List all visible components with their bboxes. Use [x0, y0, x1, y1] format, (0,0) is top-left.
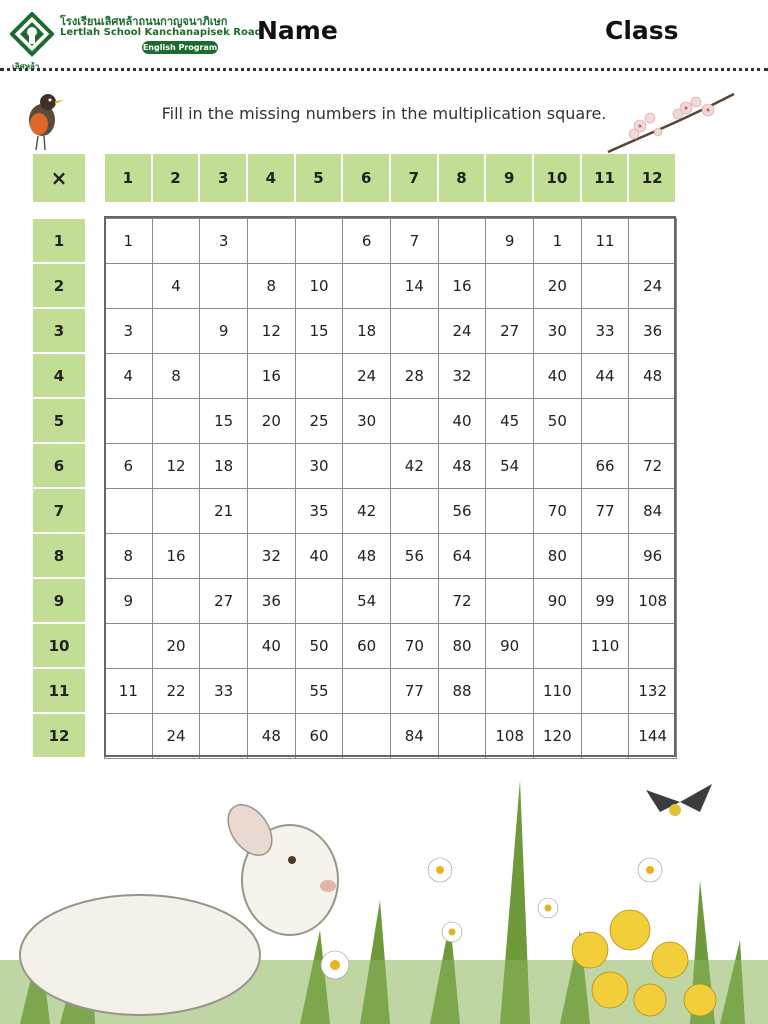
instruction-text: Fill in the missing numbers in the multiplication square. [161, 104, 607, 123]
blank-cell[interactable] [247, 488, 296, 534]
column-header: 2 [153, 154, 199, 202]
header-divider [0, 68, 768, 71]
filled-cell[interactable]: 80 [438, 623, 487, 669]
filled-cell[interactable]: 77 [581, 488, 630, 534]
blank-cell[interactable] [152, 398, 201, 444]
blank-cell[interactable] [342, 713, 391, 759]
filled-cell[interactable]: 50 [295, 623, 344, 669]
blank-cell[interactable] [152, 308, 201, 354]
filled-cell[interactable]: 55 [295, 668, 344, 714]
row-header: 5 [33, 399, 85, 442]
filled-cell[interactable]: 20 [152, 623, 201, 669]
logo-caption: เลิศหล้า [12, 62, 40, 71]
filled-cell[interactable]: 108 [485, 713, 534, 759]
blank-cell[interactable] [438, 218, 487, 264]
blank-cell[interactable] [438, 713, 487, 759]
blank-cell[interactable] [628, 218, 677, 264]
filled-cell[interactable]: 22 [152, 668, 201, 714]
filled-cell[interactable]: 4 [152, 263, 201, 309]
blank-cell[interactable] [533, 623, 582, 669]
blank-cell[interactable] [485, 533, 534, 579]
column-header: 7 [391, 154, 437, 202]
filled-cell[interactable]: 24 [342, 353, 391, 399]
filled-cell[interactable]: 27 [485, 308, 534, 354]
filled-cell[interactable]: 15 [295, 308, 344, 354]
blank-cell[interactable] [104, 398, 153, 444]
column-header: 6 [343, 154, 389, 202]
blank-cell[interactable] [390, 578, 439, 624]
filled-cell[interactable]: 84 [390, 713, 439, 759]
row-header: 2 [33, 264, 85, 307]
filled-cell[interactable]: 60 [295, 713, 344, 759]
filled-cell[interactable]: 24 [152, 713, 201, 759]
filled-cell[interactable]: 6 [104, 443, 153, 489]
blank-cell[interactable] [247, 668, 296, 714]
column-header: 8 [439, 154, 485, 202]
filled-cell[interactable]: 45 [485, 398, 534, 444]
blank-cell[interactable] [104, 623, 153, 669]
blank-cell[interactable] [199, 353, 248, 399]
filled-cell[interactable]: 18 [199, 443, 248, 489]
filled-cell[interactable]: 144 [628, 713, 677, 759]
filled-cell[interactable]: 48 [342, 533, 391, 579]
filled-cell[interactable]: 24 [628, 263, 677, 309]
filled-cell[interactable]: 54 [342, 578, 391, 624]
blank-cell[interactable] [581, 668, 630, 714]
filled-cell[interactable]: 9 [485, 218, 534, 264]
filled-cell[interactable]: 20 [247, 398, 296, 444]
blank-cell[interactable] [390, 398, 439, 444]
row-header: 10 [33, 624, 85, 667]
school-logo [10, 12, 54, 60]
filled-cell[interactable]: 28 [390, 353, 439, 399]
blank-cell[interactable] [342, 263, 391, 309]
blank-cell[interactable] [295, 353, 344, 399]
filled-cell[interactable]: 3 [104, 308, 153, 354]
blank-cell[interactable] [485, 578, 534, 624]
column-header: 10 [534, 154, 580, 202]
filled-cell[interactable]: 9 [199, 308, 248, 354]
filled-cell[interactable]: 120 [533, 713, 582, 759]
filled-cell[interactable]: 21 [199, 488, 248, 534]
filled-cell[interactable]: 44 [581, 353, 630, 399]
blank-cell[interactable] [485, 668, 534, 714]
row-header: 7 [33, 489, 85, 532]
row-header: 1 [33, 219, 85, 262]
column-header: 4 [248, 154, 294, 202]
blank-cell[interactable] [247, 443, 296, 489]
filled-cell[interactable]: 90 [533, 578, 582, 624]
filled-cell[interactable]: 25 [295, 398, 344, 444]
program-badge: English Program [142, 43, 218, 52]
blank-cell[interactable] [342, 668, 391, 714]
filled-cell[interactable]: 7 [390, 218, 439, 264]
filled-cell[interactable]: 8 [152, 353, 201, 399]
filled-cell[interactable]: 42 [342, 488, 391, 534]
filled-cell[interactable]: 16 [247, 353, 296, 399]
filled-cell[interactable]: 48 [628, 353, 677, 399]
filled-cell[interactable]: 11 [104, 668, 153, 714]
blank-cell[interactable] [104, 488, 153, 534]
filled-cell[interactable]: 40 [438, 398, 487, 444]
blank-cell[interactable] [295, 578, 344, 624]
blank-cell[interactable] [342, 443, 391, 489]
filled-cell[interactable]: 96 [628, 533, 677, 579]
blank-cell[interactable] [104, 713, 153, 759]
robin-illustration [24, 88, 68, 152]
blank-cell[interactable] [295, 218, 344, 264]
filled-cell[interactable]: 11 [581, 218, 630, 264]
column-header: 1 [105, 154, 151, 202]
row-header: 4 [33, 354, 85, 397]
column-header: 12 [629, 154, 675, 202]
filled-cell[interactable]: 12 [152, 443, 201, 489]
filled-cell[interactable]: 32 [247, 533, 296, 579]
blossom-branch-illustration [598, 88, 738, 158]
blank-cell[interactable] [199, 713, 248, 759]
filled-cell[interactable]: 40 [295, 533, 344, 579]
filled-cell[interactable]: 48 [247, 713, 296, 759]
blank-cell[interactable] [628, 398, 677, 444]
column-header: 9 [486, 154, 532, 202]
school-name-english: Lertlah School Kanchanapisek Road [60, 27, 262, 38]
filled-cell[interactable]: 40 [247, 623, 296, 669]
column-header: 3 [200, 154, 246, 202]
filled-cell[interactable]: 8 [104, 533, 153, 579]
filled-cell[interactable]: 4 [104, 353, 153, 399]
filled-cell[interactable]: 27 [199, 578, 248, 624]
filled-cell[interactable]: 1 [533, 218, 582, 264]
filled-cell[interactable]: 54 [485, 443, 534, 489]
filled-cell[interactable]: 1 [104, 218, 153, 264]
blank-cell[interactable] [247, 218, 296, 264]
filled-cell[interactable]: 15 [199, 398, 248, 444]
filled-cell[interactable]: 99 [581, 578, 630, 624]
blank-cell[interactable] [628, 623, 677, 669]
filled-cell[interactable]: 108 [628, 578, 677, 624]
filled-cell[interactable]: 16 [438, 263, 487, 309]
filled-cell[interactable]: 72 [628, 443, 677, 489]
filled-cell[interactable]: 70 [533, 488, 582, 534]
filled-cell[interactable]: 35 [295, 488, 344, 534]
filled-cell[interactable]: 90 [485, 623, 534, 669]
blank-cell[interactable] [533, 443, 582, 489]
blank-cell[interactable] [390, 488, 439, 534]
filled-cell[interactable]: 33 [199, 668, 248, 714]
blank-cell[interactable] [199, 263, 248, 309]
filled-cell[interactable]: 77 [390, 668, 439, 714]
filled-cell[interactable]: 18 [342, 308, 391, 354]
filled-cell[interactable]: 84 [628, 488, 677, 534]
filled-cell[interactable]: 48 [438, 443, 487, 489]
filled-cell[interactable]: 3 [199, 218, 248, 264]
blank-cell[interactable] [581, 263, 630, 309]
filled-cell[interactable]: 70 [390, 623, 439, 669]
row-header: 11 [33, 669, 85, 712]
filled-cell[interactable]: 42 [390, 443, 439, 489]
filled-cell[interactable]: 72 [438, 578, 487, 624]
filled-cell[interactable]: 50 [533, 398, 582, 444]
blank-cell[interactable] [104, 263, 153, 309]
filled-cell[interactable]: 16 [152, 533, 201, 579]
row-header: 8 [33, 534, 85, 577]
filled-cell[interactable]: 66 [581, 443, 630, 489]
blank-cell[interactable] [485, 353, 534, 399]
row-header: 12 [33, 714, 85, 757]
column-header: 11 [582, 154, 628, 202]
school-name-thai: โรงเรียนเลิศหล้าถนนกาญจนาภิเษก [60, 15, 228, 28]
filled-cell[interactable]: 14 [390, 263, 439, 309]
filled-cell[interactable]: 60 [342, 623, 391, 669]
filled-cell[interactable]: 33 [581, 308, 630, 354]
filled-cell[interactable]: 30 [342, 398, 391, 444]
filled-cell[interactable]: 56 [390, 533, 439, 579]
blank-cell[interactable] [581, 713, 630, 759]
filled-cell[interactable]: 80 [533, 533, 582, 579]
filled-cell[interactable]: 30 [295, 443, 344, 489]
blank-cell[interactable] [199, 623, 248, 669]
filled-cell[interactable]: 88 [438, 668, 487, 714]
row-header: 9 [33, 579, 85, 622]
filled-cell[interactable]: 20 [533, 263, 582, 309]
filled-cell[interactable]: 40 [533, 353, 582, 399]
filled-cell[interactable]: 8 [247, 263, 296, 309]
blank-cell[interactable] [485, 488, 534, 534]
filled-cell[interactable]: 36 [247, 578, 296, 624]
name-label: Name [257, 16, 338, 45]
filled-cell[interactable]: 10 [295, 263, 344, 309]
blank-cell[interactable] [581, 398, 630, 444]
row-header: 6 [33, 444, 85, 487]
filled-cell[interactable]: 110 [533, 668, 582, 714]
filled-cell[interactable]: 56 [438, 488, 487, 534]
blank-cell[interactable] [152, 578, 201, 624]
meadow-scene-illustration [0, 760, 768, 1024]
blank-cell[interactable] [581, 533, 630, 579]
filled-cell[interactable]: 9 [104, 578, 153, 624]
filled-cell[interactable]: 24 [438, 308, 487, 354]
butterfly [646, 784, 712, 816]
filled-cell[interactable]: 132 [628, 668, 677, 714]
filled-cell[interactable]: 6 [342, 218, 391, 264]
blank-cell[interactable] [485, 263, 534, 309]
filled-cell[interactable]: 110 [581, 623, 630, 669]
filled-cell[interactable]: 64 [438, 533, 487, 579]
blank-cell[interactable] [199, 533, 248, 579]
blank-cell[interactable] [390, 308, 439, 354]
blank-cell[interactable] [152, 218, 201, 264]
filled-cell[interactable]: 12 [247, 308, 296, 354]
class-label: Class [605, 16, 679, 45]
filled-cell[interactable]: 30 [533, 308, 582, 354]
filled-cell[interactable]: 32 [438, 353, 487, 399]
blank-cell[interactable] [152, 488, 201, 534]
row-header: 3 [33, 309, 85, 352]
corner-times-cell: × [33, 154, 85, 202]
column-header: 5 [296, 154, 342, 202]
filled-cell[interactable]: 36 [628, 308, 677, 354]
